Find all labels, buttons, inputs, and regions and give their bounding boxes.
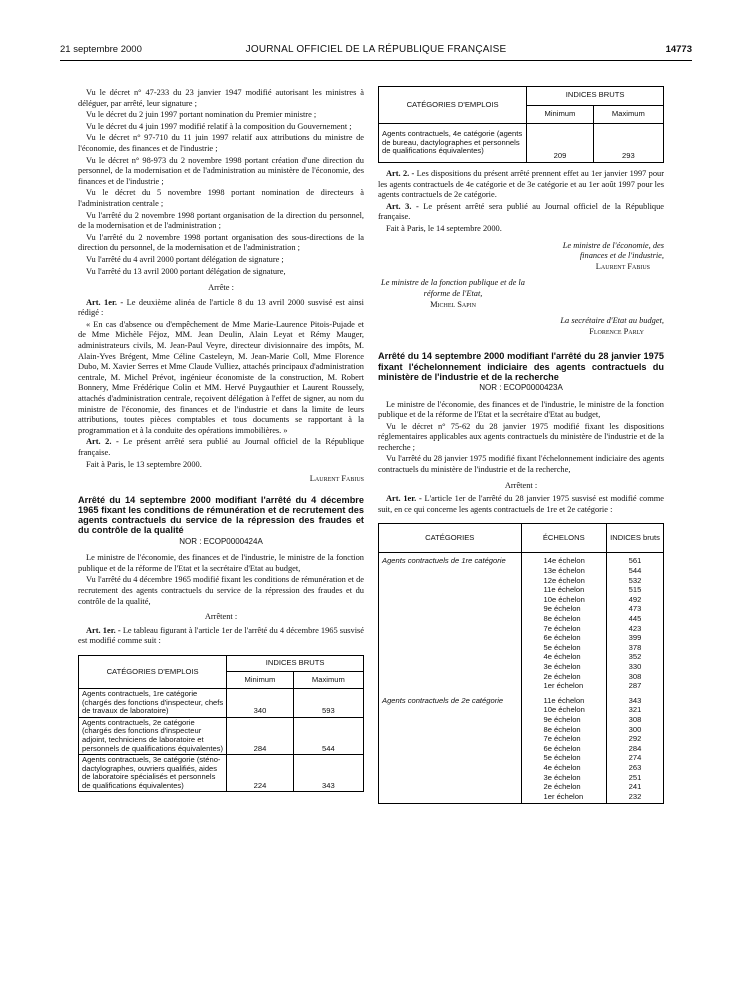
table-cell-max: 343: [293, 755, 363, 792]
echelon-item: 10e échelon: [543, 594, 585, 604]
index-value: 492: [628, 594, 642, 604]
article-text: Le deuxième alinéa de l'article 8 du 13 avril 2000 susvisé est ainsi rédigé :: [78, 297, 364, 318]
index-value: 352: [628, 652, 642, 662]
article-text: Le présent arrêté sera publié au Journal officiel de la République française.: [78, 437, 365, 457]
article-2: [78, 437, 364, 458]
indices-table-right: [378, 86, 664, 163]
preamble-paragraph: Vu l'arrêté du 28 janvier 1975 modifié fixant l'échelonnement indiciaire des agents contractuels du ministère de l'industrie et de la recherche,: [378, 454, 664, 475]
fait-a-paris: Fait à Paris, le 13 septembre 2000.: [86, 459, 202, 469]
echelon-item: 2e échelon: [543, 782, 581, 792]
signatory-role: Le ministre de l'économie, des finances et de l'industrie,: [562, 240, 664, 261]
index-value: 241: [628, 782, 642, 792]
echelon-item: 6e échelon: [543, 743, 581, 753]
index-value: 423: [628, 623, 642, 633]
index-value: 561: [628, 556, 642, 566]
article-3: [378, 202, 664, 223]
index-value: 321: [628, 705, 642, 715]
article-2: [378, 169, 664, 201]
col-header-indices: INDICES bruts: [607, 524, 664, 553]
echelon-item: 11e échelon: [543, 585, 585, 595]
table-cell-echelons: [521, 693, 607, 804]
preamble-paragraph: Le ministre de l'économie, des finances et de l'industrie, le ministre de la fonction publique et de la réforme de l'Etat et la secrétaire d'Etat au budget,: [378, 399, 664, 420]
echelon-item: 9e échelon: [543, 604, 581, 614]
signature-block-3: [378, 316, 664, 337]
decree-title: Arrêté du 14 septembre 2000 modifiant l'arrêté du 28 janvier 1975 fixant l'échelonnement indiciaire des agents contractuels du ministère de l'industrie et de la recherche: [378, 351, 664, 382]
table-cell-category: Agents contractuels, 3e catégorie (sténo-dactylographes, ouvriers qualifiés, aides de laboratoire spécialisés et personnels de qualifications équivalentes): [79, 755, 227, 792]
col-header-echelons: ÉCHELONS: [521, 524, 607, 553]
echelon-item: 11e échelon: [543, 695, 585, 705]
index-value: 300: [628, 724, 642, 734]
col-header-categories: CATÉGORIES D'EMPLOIS: [79, 655, 227, 688]
table-cell-echelons: [521, 553, 607, 693]
table-cell-min: 340: [227, 688, 294, 717]
nor-reference: NOR : ECOP0000423A: [479, 382, 563, 392]
echelon-item: 10e échelon: [543, 705, 585, 715]
table-cell-category: Agents contractuels de 2e catégorie: [379, 693, 522, 804]
col-header-categories: CATÉGORIES D'EMPLOIS: [379, 87, 527, 124]
table-cell-category: Agents contractuels, 4e catégorie (agents de bureau, dactylographes et personnels de qualifications équivalentes): [379, 124, 527, 163]
index-value: 274: [628, 753, 642, 763]
col-header-min: Minimum: [527, 105, 594, 124]
decree-title: Arrêté du 14 septembre 2000 modifiant l'arrêté du 4 décembre 1965 fixant les conditions de rémunération et de recrutement des agents contractuels du service de la répression des fraudes et du contrôle de la qualité: [78, 494, 364, 536]
table-cell-min: 224: [227, 755, 294, 792]
index-value: 232: [628, 791, 642, 801]
signatory-name: Michel Sapin: [430, 299, 476, 309]
index-value: 251: [628, 772, 642, 782]
col-header-indices: INDICES BRUTS: [227, 655, 364, 672]
table-row: [379, 693, 664, 804]
arretent-label: Arrêtent :: [204, 612, 238, 622]
col-header-indices: INDICES BRUTS: [527, 87, 664, 106]
echelon-item: 4e échelon: [543, 762, 581, 772]
table-cell-max: 293: [593, 124, 663, 163]
echelon-item: 7e échelon: [543, 623, 581, 633]
index-value: 532: [628, 575, 642, 585]
signatory-role: La secrétaire d'Etat au budget,: [560, 316, 664, 326]
echelon-item: 8e échelon: [543, 724, 581, 734]
article-1b: [78, 626, 364, 647]
col-header-min: Minimum: [227, 672, 294, 689]
col-header-categories: CATÉGORIES: [379, 524, 522, 553]
table-cell-category: Agents contractuels de 1re catégorie: [379, 553, 522, 693]
table-row: [379, 553, 664, 693]
echelon-item: 13e échelon: [543, 566, 585, 576]
table-cell-max: 544: [293, 717, 363, 754]
article-1-quote: « En cas d'absence ou d'empêchement de Mme Marie-Laurence Pitois-Pujade et de Mme Michèle Féjoz, MM. Jean Deulin, Alain Leyat et Rémy Mauger, administrateurs civils, M. Jean-Paul Veyre, directeur divisionnaire des impôts, M. Alain-Yves Brégent, Mme Céline Casteleyn, M. Jean-Marie Coll, Mme Florence Dubo, M. Xavier Serres et Mme Claude Vulliez, attachés principaux d'administration centrale, M. Michel Prévot, ingénieur économiste de la construction, M. Robert Bonnery, Mme Frédérique Colin et MM. Hervé Puygauthier et Laurent Roussely, attachés d'administration centrale, reçoivent délégation à l'effet de signer, au nom du ministre de l'économie, des finances et de l'industrie et dans la limite de leurs attributions, toutes pièces comptables et tous documents se rapportant à la programmation et à la conduite des opérations immobilières. »: [78, 319, 364, 435]
echelon-item: 6e échelon: [543, 633, 581, 643]
index-value: 330: [628, 661, 642, 671]
table-row: [79, 717, 364, 754]
table-cell-category: Agents contractuels, 2e catégorie (chargés des fonctions d'inspecteur adjoint, techniciens de laboratoire et personnels de qualifications équivalentes): [79, 717, 227, 754]
echelon-item: 14e échelon: [543, 556, 585, 566]
visa-paragraph: Vu le décret du 4 juin 1997 modifié relatif à la composition du Gouvernement ;: [86, 121, 352, 131]
table-cell-min: 209: [527, 124, 594, 163]
preamble-paragraph: Vu le décret n° 75-62 du 28 janvier 1975 modifié fixant les dispositions réglementaires applicables aux agents contractuels du ministère de l'industrie et de la recherche ;: [378, 421, 664, 452]
nor-reference: NOR : ECOP0000424A: [179, 536, 263, 546]
right-column: [378, 86, 664, 808]
article-label: Art. 1er. -: [86, 297, 124, 307]
arrete-label: Arrête :: [208, 283, 234, 293]
signatory-name: Florence Parly: [589, 326, 644, 336]
fait-a-paris: Fait à Paris, le 14 septembre 2000.: [386, 223, 502, 233]
index-value: 308: [628, 671, 642, 681]
indices-table-left: [78, 655, 364, 793]
table-cell-max: 593: [293, 688, 363, 717]
echelon-item: 2e échelon: [543, 671, 581, 681]
col-header-max: Maximum: [293, 672, 363, 689]
article-text: Le présent arrêté sera publié au Journal officiel de la République française.: [378, 201, 665, 222]
article-1: [78, 298, 364, 319]
article-text: L'article 1er de l'arrêté du 28 janvier 1975 susvisé est modifié comme suit, en ce qui concerne les agents contractuels de 1re et 2e catégorie :: [378, 494, 664, 514]
echelon-item: 5e échelon: [543, 753, 581, 763]
col-header-max: Maximum: [593, 105, 663, 124]
signature-block-1: [378, 241, 664, 273]
visa-paragraph: Vu l'arrêté du 2 novembre 1998 portant organisation de la direction du personnel, de la modernisation et de l'administration ;: [78, 210, 364, 231]
signature-block-2: [378, 278, 664, 310]
echelon-item: 1er échelon: [543, 681, 584, 691]
article-text: Les dispositions du présent arrêté prennent effet au 1er janvier 1997 pour les agents contractuels de 4e catégorie et de 3e catégorie et au 1er août 1997 pour les agents contractuels de 2e catégorie.: [378, 169, 665, 200]
visa-paragraph: Vu le décret n° 97-710 du 11 juin 1997 relatif aux attributions du ministre de l'économie, des finances et de l'industrie ;: [78, 133, 364, 153]
visa-paragraph: Vu l'arrêté du 2 novembre 1998 portant organisation des sous-directions de la direction du personnel, de la modernisation et de l'administration ;: [78, 232, 364, 253]
index-value: 284: [628, 743, 642, 753]
article-label: Art. 3. -: [386, 201, 419, 211]
visa-paragraph: Vu le décret n° 98-973 du 2 novembre 1998 portant création d'une direction du personnel, de la modernisation et de l'administration au ministère de l'économie, des finances et de l'industrie ;: [78, 155, 364, 186]
visa-paragraph: Vu le décret du 2 juin 1997 portant nomination du Premier ministre ;: [86, 110, 317, 120]
echelon-item: 12e échelon: [543, 575, 585, 585]
echelon-item: 3e échelon: [543, 661, 581, 671]
table-cell-indices: [607, 693, 664, 804]
index-value: 263: [628, 762, 642, 772]
index-value: 515: [628, 585, 642, 595]
table-cell-category: Agents contractuels, 1re catégorie (chargés des fonctions d'inspecteur, chefs de travaux de laboratoire): [79, 688, 227, 717]
signature-name: Laurent Fabius: [309, 474, 364, 484]
arretent-label: Arrêtent :: [504, 480, 538, 490]
article-label: Art. 2. -: [386, 169, 415, 178]
article-text: Le tableau figurant à l'article 1er de l'arrêté du 4 décembre 1965 susvisé est modifié comme suit :: [78, 625, 365, 646]
echelon-item: 8e échelon: [543, 614, 581, 624]
header-rule: [60, 60, 692, 61]
visa-paragraph: Vu le décret n° 47-233 du 23 janvier 1947 modifié autorisant les ministres à déléguer, par arrêté, leur signature ;: [78, 88, 364, 108]
index-value: 287: [628, 681, 642, 691]
article-label: Art. 1er. -: [86, 625, 121, 635]
journal-title: JOURNAL OFFICIEL DE LA RÉPUBLIQUE FRANÇAISE: [245, 44, 507, 55]
echelon-item: 5e échelon: [543, 642, 581, 652]
table-cell-indices: [607, 553, 664, 693]
preamble: [78, 553, 364, 607]
table-cell-min: 284: [227, 717, 294, 754]
left-column: [78, 88, 364, 796]
visa-paragraph: Vu l'arrêté du 13 avril 2000 portant délégation de signature,: [86, 266, 286, 276]
page-header: [60, 45, 692, 59]
header-date: 21 septembre 2000: [60, 44, 142, 55]
index-value: 378: [628, 642, 642, 652]
echelon-item: 9e échelon: [543, 714, 581, 724]
echelon-item: 7e échelon: [543, 734, 581, 744]
signatory-role: Le ministre de la fonction publique et de la réforme de l'Etat,: [381, 278, 525, 298]
visa-paragraph: Vu l'arrêté du 4 avril 2000 portant délégation de signature ;: [86, 254, 284, 264]
index-value: 292: [628, 734, 642, 744]
index-value: 343: [628, 695, 642, 705]
index-value: 399: [628, 633, 642, 643]
table-row: [379, 124, 664, 163]
page-number: 14773: [665, 44, 692, 55]
index-value: 445: [628, 614, 642, 624]
index-value: 308: [628, 714, 642, 724]
preamble-paragraph: Vu l'arrêté du 4 décembre 1965 modifié fixant les conditions de rémunération et de recrutement des agents contractuels du service de la répression des fraudes et du contrôle de la qualité,: [78, 575, 364, 606]
index-value: 473: [628, 604, 642, 614]
preamble-paragraph: Le ministre de l'économie, des finances et de l'industrie, le ministre de la fonction publique et de la réforme de l'Etat et la secrétaire d'Etat au budget,: [78, 553, 364, 573]
article-label: Art. 1er. -: [386, 494, 422, 504]
table-row: [79, 688, 364, 717]
visas-list: [78, 88, 364, 277]
article-1: [378, 494, 664, 515]
echelon-item: 3e échelon: [543, 772, 581, 782]
echelons-table: [378, 523, 664, 804]
article-label: Art. 2. -: [86, 437, 119, 447]
preamble: [378, 400, 664, 476]
visa-paragraph: Vu le décret du 5 novembre 1998 portant nomination de directeurs à l'administration centrale ;: [78, 188, 364, 208]
table-row: [79, 755, 364, 792]
index-value: 544: [628, 566, 642, 576]
signatory-name: Laurent Fabius: [595, 261, 650, 271]
echelon-item: 1er échelon: [543, 791, 584, 801]
echelon-item: 4e échelon: [543, 652, 581, 662]
